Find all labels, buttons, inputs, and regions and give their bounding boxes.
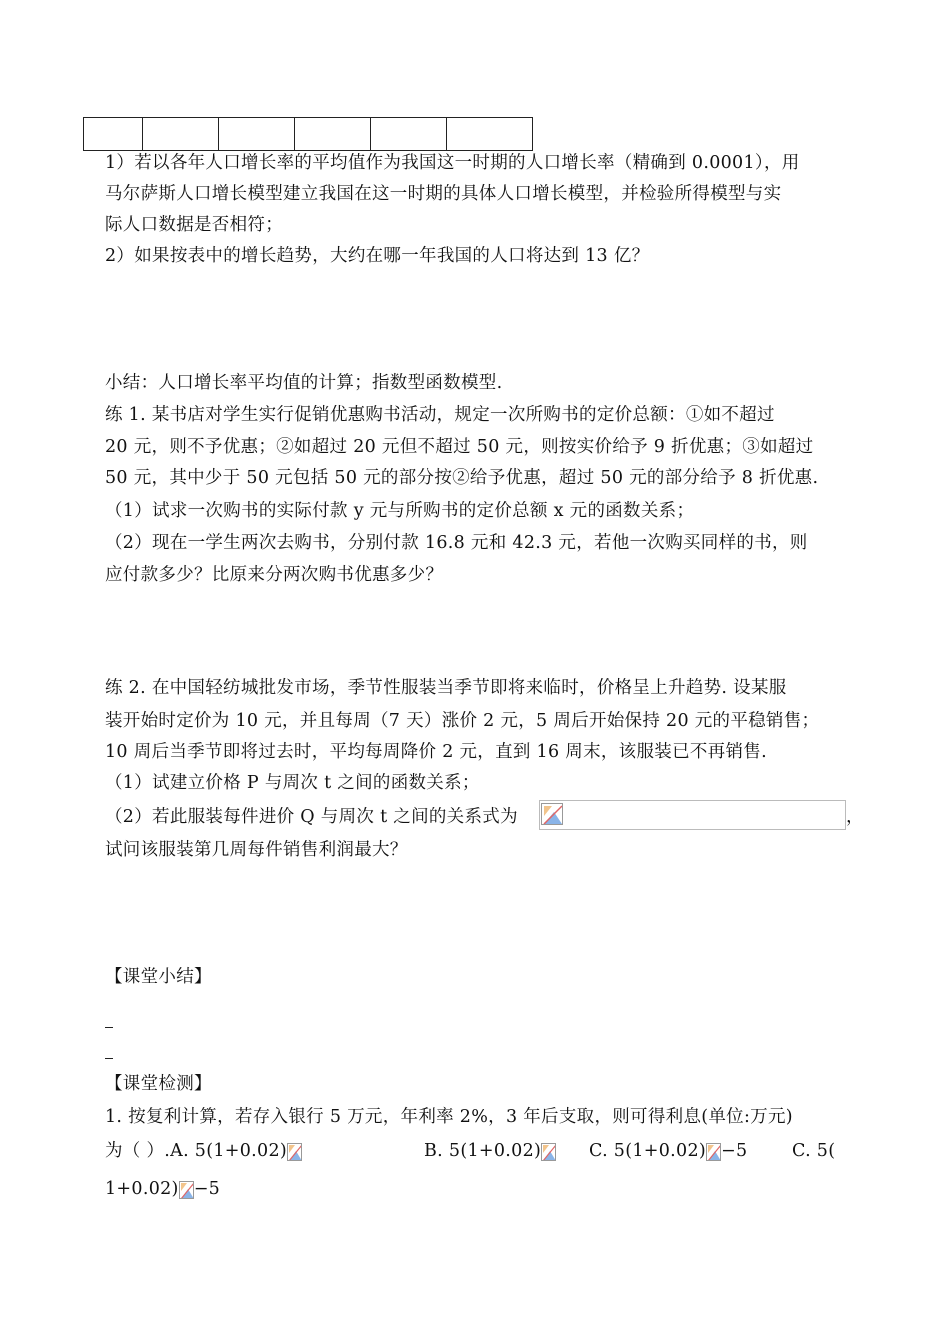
table-row [84, 118, 533, 151]
ex2-line5-end: ， [846, 807, 864, 827]
ex1-line2: 20 元，则不予优惠；②如超过 20 元但不超过 50 元，则按实价给予 9 折优惠；③如超过 [105, 437, 814, 457]
class-test-heading: 【课堂检测】 [105, 1074, 212, 1094]
test-opt-c-suffix: −5 [721, 1141, 748, 1161]
problem-q1-line3: 际人口数据是否相符； [105, 215, 283, 235]
table-cell [84, 118, 143, 151]
test-q1-line2 [105, 1140, 302, 1162]
test-q1-line3 [105, 1178, 220, 1200]
broken-image-icon [541, 1143, 556, 1161]
test-opt-c2 [792, 1140, 835, 1162]
broken-image-icon [541, 803, 563, 825]
test-q1-line1: 1. 按复利计算，若存入银行 5 万元，年利率 2%，3 年后支取，则可得利息(单位:万元) [105, 1107, 793, 1127]
ex2-line5: （2）若此服装每件进价 Q 与周次 t 之间的关系式为 [105, 807, 518, 827]
ex1-line1: 练 1. 某书店对学生实行促销优惠购书活动，规定一次所购书的定价总额：①如不超过 [105, 405, 775, 425]
test-opt-c [589, 1140, 747, 1162]
table-cell [295, 118, 371, 151]
problem-q2-line1: 2）如果按表中的增长趋势，大约在哪一年我国的人口将达到 13 亿？ [105, 246, 650, 266]
summary-line: 小结：人口增长率平均值的计算；指数型函数模型. [105, 373, 503, 393]
ex1-line6: 应付款多少？比原来分两次购书优惠多少？ [105, 565, 444, 585]
ex2-line2: 装开始时定价为 10 元，并且每周（7 天）涨价 2 元，5 周后开始保持 20 元的平稳销售； [105, 711, 820, 731]
table-cell [371, 118, 447, 151]
class-summary-heading: 【课堂小结】 [105, 967, 212, 987]
blank-underline [105, 1058, 113, 1059]
test-opt-b [424, 1140, 556, 1162]
population-table [83, 117, 533, 151]
ex2-line6: 试问该服装第几周每件销售利润最大？ [105, 840, 408, 860]
broken-image-icon [287, 1143, 302, 1161]
broken-image-icon [179, 1181, 194, 1199]
formula-image-frame [539, 800, 846, 830]
ex1-line3: 50 元，其中少于 50 元包括 50 元的部分按②给予优惠，超过 50 元的部分给予 8 折优惠. [105, 468, 819, 488]
test-q1-prefix: 为（ ）.A. 5(1+0.02) [105, 1141, 288, 1161]
ex1-line5: （2）现在一学生两次去购书，分别付款 16.8 元和 42.3 元，若他一次购买同样的书，则 [105, 533, 808, 553]
ex2-line4: （1）试建立价格 P 与周次 t 之间的函数关系； [105, 773, 480, 793]
table-cell [447, 118, 533, 151]
problem-q1-line1: 1）若以各年人口增长率的平均值作为我国这一时期的人口增长率（精确到 0.0001），用 [105, 153, 800, 173]
test-opt-c-label: C. 5(1+0.02) [589, 1141, 707, 1161]
test-opt-c2-label: C. 5( [792, 1141, 836, 1161]
problem-q1-line2: 马尔萨斯人口增长模型建立我国在这一时期的具体人口增长模型，并检验所得模型与实 [105, 184, 782, 204]
test-opt-b-label: B. 5(1+0.02) [424, 1141, 542, 1161]
table-cell [219, 118, 295, 151]
broken-image-icon [706, 1143, 721, 1161]
test-q1-line3-text: 1+0.02) [105, 1179, 179, 1199]
table-cell [143, 118, 219, 151]
test-q1-line3-suffix: −5 [193, 1179, 221, 1199]
ex1-line4: （1）试求一次购书的实际付款 y 元与所购书的定价总额 x 元的函数关系； [105, 501, 695, 521]
ex2-line1: 练 2. 在中国轻纺城批发市场，季节性服装当季节即将来临时，价格呈上升趋势. 设某服 [105, 678, 787, 698]
ex2-line3: 10 周后当季节即将过去时，平均每周降价 2 元，直到 16 周末，该服装已不再销售. [105, 742, 767, 762]
blank-underline [105, 1027, 113, 1028]
